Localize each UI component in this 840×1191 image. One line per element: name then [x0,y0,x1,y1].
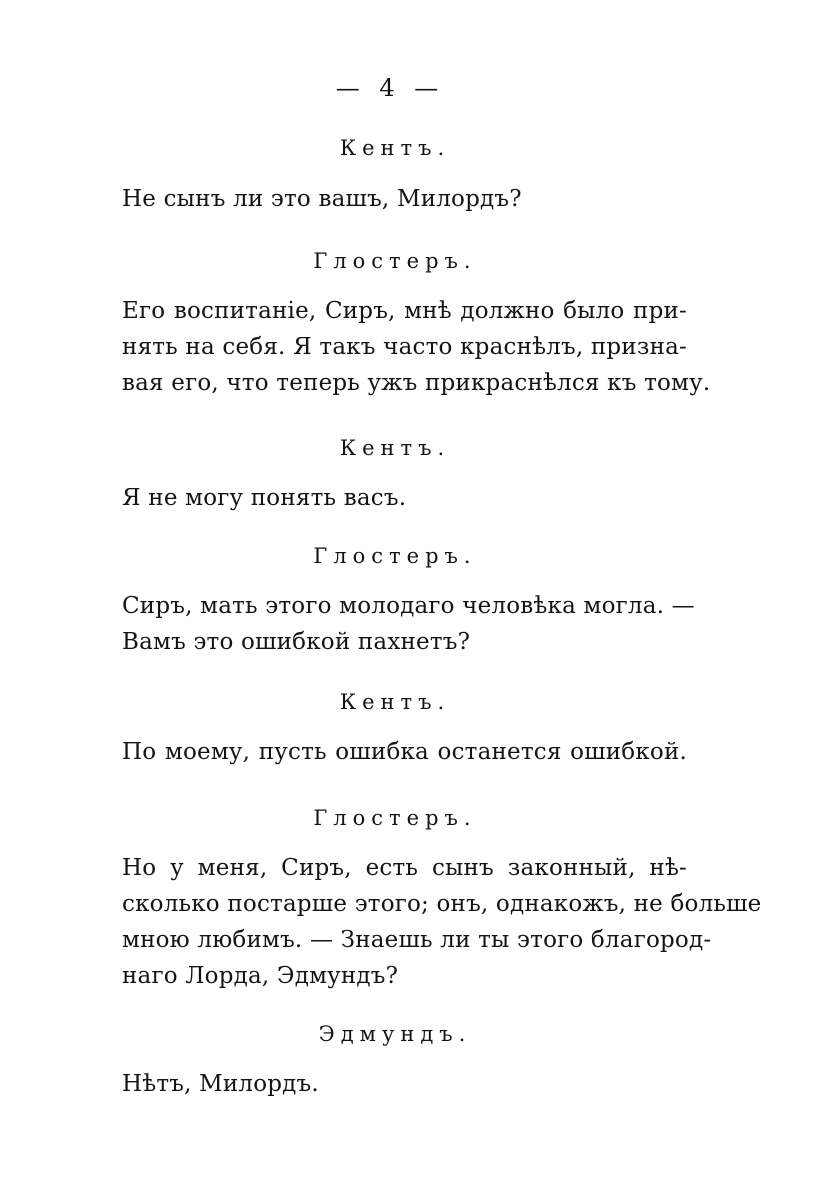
dialogue-line: По моему, пусть ошибка останется ошибкой. [122,739,687,765]
dialogue-line: наго Лорда, Эдмундъ? [122,963,399,989]
dialogue-line: вая его, что теперь ужъ прикраснѣлся къ тому. [122,370,711,396]
dialogue-line: Сиръ, мать этого молодаго человѣка могла. — [122,593,695,619]
dialogue-line: Не сынъ ли это вашъ, Милордъ? [122,186,522,212]
dialogue-line: Но у меня, Сиръ, есть сынъ законный, нѣ- [122,855,687,881]
dialogue-line: Его воспитаніе, Сиръ, мнѣ должно было при- [122,298,687,324]
page-number: — 4 — [335,74,445,102]
speaker-name: Глостеръ. [313,544,477,568]
dialogue-line: мною любимъ. — Знаешь ли ты этого благород- [122,927,712,953]
dialogue-line: Вамъ это ошибкой пахнетъ? [122,629,471,655]
dialogue-line: сколько постарше этого; онъ, однакожъ, не больше [122,891,762,917]
speaker-name: Глостеръ. [313,806,477,830]
speaker-name: Кентъ. [339,136,451,160]
speaker-name: Кентъ. [339,690,451,714]
speaker-name: Эдмундъ. [318,1022,472,1046]
dialogue-line: нять на себя. Я такъ часто краснѣлъ, призна- [122,334,687,360]
dialogue-line: Я не могу понять васъ. [122,485,407,511]
dialogue-line: Нѣтъ, Милордъ. [122,1071,319,1097]
speaker-name: Глостеръ. [313,249,477,273]
speaker-name: Кентъ. [339,436,451,460]
